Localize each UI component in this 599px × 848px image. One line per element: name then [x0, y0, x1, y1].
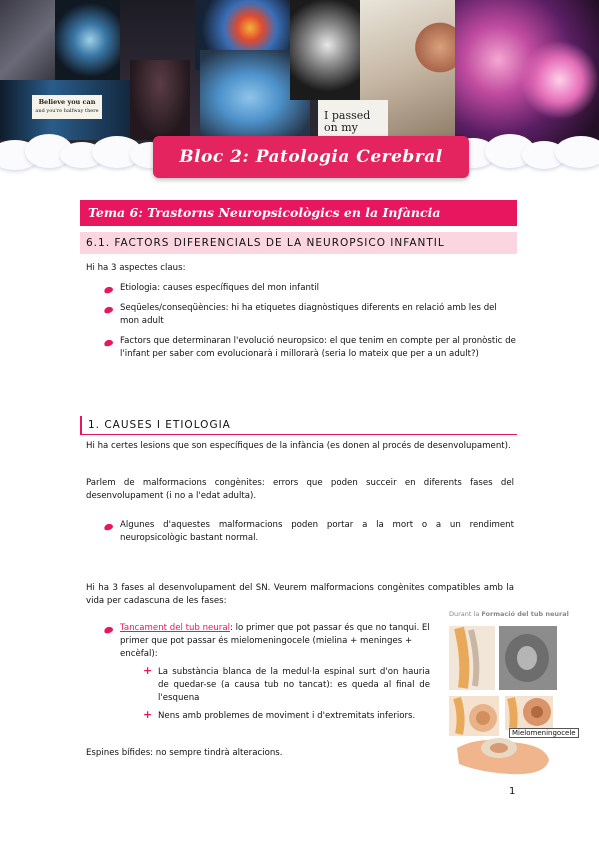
bullet-icon [103, 339, 114, 348]
bullet-icon [103, 306, 114, 315]
neural-tube-bullet [120, 622, 432, 662]
section-1-para-2: Parlem de malformacions congènites: errors que poden succeir en diferents fases del desenvolupament (i no a l'edat adulta). [86, 478, 514, 502]
bullet-icon [103, 286, 114, 295]
bullet-icon [103, 523, 114, 532]
neural-tube-sub-1: La substància blanca de la medul·la espinal surt d'on hauria de quedar-se (a causa tub no tancat): es queda al final de l'esquena [158, 667, 430, 704]
i-passed-note [318, 100, 388, 140]
section-1-bullet-1: Algunes d'aquestes malformacions poden portar a la mort o a un rendiment neuropsicològic bastant normal. [120, 520, 514, 544]
bloc-title-banner [153, 136, 469, 178]
neural-tube-figure [449, 610, 576, 780]
section-61-heading: 6.1. FACTORS DIFERENCIALS DE LA NEUROPSICO INFANTIL [80, 232, 517, 254]
section-61-bullet-1: Etiologia: causes específiques del mon infantil [120, 283, 320, 293]
collage-photo-laptop [0, 0, 60, 90]
collage-photo-brain-pink [520, 40, 599, 120]
motivational-note-line2: and you're halfway there [35, 108, 99, 114]
motivational-note-line1: Believe you can [38, 98, 96, 106]
section-1-para-4: Espines bífides: no sempre tindrà alteracions. [86, 748, 283, 758]
bullet-icon [103, 626, 114, 635]
collage-photo-mri [290, 0, 365, 100]
collage-photo-brain-scan [55, 0, 125, 80]
neural-tube-sub-2: Nens amb problemes de moviment i d'extremitats inferiors. [158, 711, 416, 721]
figure-caption-prefix: Durant la [449, 610, 482, 618]
neural-tube-term: Tancament del tub neural [120, 623, 230, 633]
page-number: 1 [509, 786, 516, 797]
section-1-heading: 1. CAUSES I ETIOLOGIA [80, 416, 517, 435]
plus-icon: + [143, 664, 153, 677]
neural-tube-illustration [449, 620, 559, 780]
figure-caption [449, 610, 569, 618]
i-passed-note-line1: I passed [324, 109, 371, 122]
section-1-para-3: Hi ha 3 fases al desenvolupament del SN. Veurem malformacions congènites compatibles amb la vida per cadascuna de les fases: [86, 583, 514, 607]
section-1-para-1: Hi ha certes lesions que son específiques de la infància (es donen al procés de desenvolupament). [86, 441, 511, 451]
section-61-bullet-2: Seqüeles/conseqüències: hi ha etiquetes diagnòstiques diferents en relació amb les del mon adult [120, 303, 497, 327]
neural-tube-text: : lo primer que pot passar és que no tanqui. El primer que pot passar és mielomeningocele (mielina + meninges + encèfal): [120, 623, 430, 660]
i-passed-note-line2: on my [324, 121, 358, 134]
section-61-intro: Hi ha 3 aspectes claus: [86, 263, 186, 273]
tema-title: Tema 6: Trastorns Neuropsicològics en la Infància [80, 200, 517, 226]
figure-label: Mielomeningocele [509, 728, 579, 738]
section-61-bullet-3: Factors que determinaran l'evolució neuropsico: el que tenim en compte per al pronòstic de l'infant per saber com evolucionarà i millorarà (seria lo mateix que per a un adult?) [120, 336, 516, 360]
collage-photo-girl [130, 60, 190, 140]
figure-caption-bold: Formació del tub neural [481, 610, 569, 618]
plus-icon: + [143, 708, 153, 721]
motivational-note [32, 95, 102, 119]
bloc-title: Bloc 2: Patologia Cerebral [179, 147, 443, 167]
